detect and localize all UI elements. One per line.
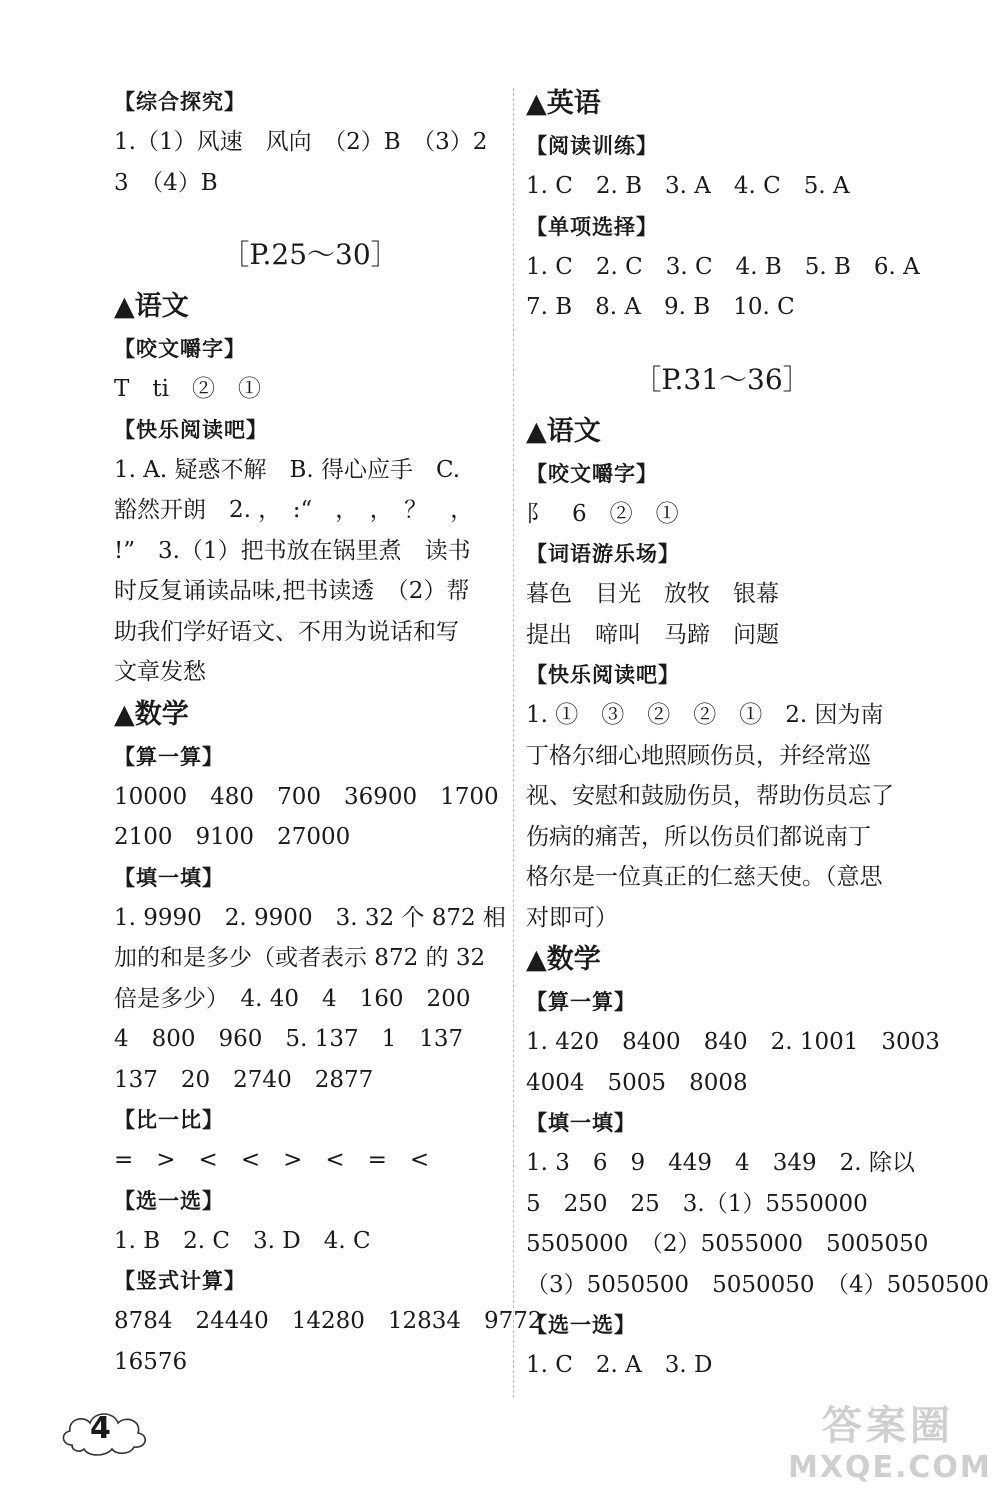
answer-line: = > < < > < = < — [114, 1147, 430, 1173]
section-heading: 【竖式计算】 — [114, 1269, 246, 1293]
answer-line: 1. 420 8400 840 2. 1001 3003 — [526, 1029, 940, 1055]
answer-line: 丁格尔细心地照顾伤员，并经常巡 — [526, 742, 871, 769]
answer-line: 视、安慰和鼓励伤员，帮助伤员忘了 — [526, 783, 894, 809]
section-heading: 【咬文嚼字】 — [526, 461, 658, 486]
answer-line: 加的和是多少（或者表示 872 的 32 — [114, 945, 486, 971]
answer-line: 4004 5005 8008 — [526, 1069, 748, 1096]
section-heading: 【快乐阅读吧】 — [114, 417, 268, 442]
section-heading: 【综合探究】 — [114, 90, 246, 114]
answer-line: 1. C 2. B 3. A 4. C 5. A — [526, 173, 850, 199]
answer-line: 文章发愁 — [114, 659, 206, 685]
page-range-heading: ［P.31～36］ — [633, 362, 811, 396]
section-heading: 【快乐阅读吧】 — [526, 663, 680, 687]
answer-line: 16576 — [114, 1348, 188, 1375]
right-column — [526, 82, 990, 1386]
answer-line: 1. A. 疑惑不解 B. 得心应手 C. — [114, 456, 461, 483]
subject-heading: ▲数学 — [114, 698, 189, 730]
answer-line: 阝 6 ② ① — [526, 500, 679, 527]
section-heading: 【选一选】 — [114, 1188, 224, 1213]
answer-line: 1. ① ③ ② ② ① 2. 因为南 — [526, 702, 884, 728]
left-column — [114, 82, 543, 1382]
answer-line: 7. B 8. A 9. B 10. C — [526, 294, 795, 320]
section-heading: 【单项选择】 — [526, 214, 658, 239]
page-number — [58, 1405, 150, 1461]
answer-line: 8784 24440 14280 12834 9772 — [114, 1308, 543, 1334]
answer-line: 137 20 2740 2877 — [114, 1066, 374, 1093]
column-divider — [513, 88, 514, 1398]
watermark — [788, 1401, 992, 1491]
answer-line: 1. B 2. C 3. D 4. C — [114, 1227, 371, 1254]
answer-line: 1. 3 6 9 449 4 349 2. 除以 — [526, 1150, 915, 1176]
answer-line: 1. C 2. C 3. C 4. B 5. B 6. A — [526, 253, 920, 280]
answer-line: 暮色 目光 放牧 银幕 — [526, 581, 779, 607]
answer-line: 豁然开朗 2. ， :“ ， ， ？ ， — [114, 497, 474, 523]
answer-line: !” 3.（1）把书放在锅里煮 读书 — [114, 537, 471, 564]
answer-line: 格尔是一位真正的仁慈天使。（意思 — [526, 864, 883, 890]
answer-line: 2100 9100 27000 — [114, 824, 351, 850]
section-heading: 【词语游乐场】 — [526, 542, 680, 566]
answer-line: 10000 480 700 36900 1700 — [114, 783, 499, 810]
section-heading: 【算一算】 — [114, 744, 224, 769]
section-heading: 【阅读训练】 — [526, 134, 658, 158]
answer-line: 提出 啼叫 马蹄 问题 — [526, 621, 779, 648]
watermark-line2: MXQE.COM — [788, 1450, 992, 1485]
answer-line: 4 800 960 5. 137 1 137 — [114, 1026, 464, 1052]
answer-line: 5505000 （2）5055000 5005050 — [526, 1231, 929, 1257]
answer-line: T ti ② ① — [114, 376, 261, 402]
answer-line: 伤病的痛苦，所以伤员们都说南丁 — [526, 823, 871, 850]
section-heading: 【选一选】 — [526, 1313, 636, 1337]
answer-line: 3 （4）B — [114, 169, 218, 196]
answer-line: 1. C 2. A 3. D — [526, 1352, 713, 1378]
answer-line: 1. 9990 2. 9900 3. 32 个 872 相 — [114, 904, 506, 931]
answer-line: 5 250 25 3.（1）5550000 — [526, 1190, 868, 1217]
subject-heading: ▲语文 — [526, 415, 601, 447]
answer-line: 1.（1）风速 风向 （2）B （3）2 — [114, 129, 488, 155]
subject-heading: ▲数学 — [526, 944, 601, 975]
page-range-heading: ［P.25～30］ — [221, 238, 399, 271]
subject-heading: ▲英语 — [526, 88, 601, 119]
section-heading: 【填一填】 — [114, 865, 224, 890]
subject-heading: ▲语文 — [114, 291, 189, 322]
watermark-line1: 答案圈 — [822, 1403, 954, 1449]
answer-line: 时反复诵读品味,把书读透 （2）帮 — [114, 578, 470, 604]
answer-line: （3）5050500 5050050 （4）5050500 — [526, 1271, 990, 1298]
section-heading: 【比一比】 — [114, 1108, 224, 1132]
answer-line: 对即可） — [526, 904, 618, 931]
section-heading: 【咬文嚼字】 — [114, 337, 246, 361]
section-heading: 【算一算】 — [526, 990, 636, 1014]
section-heading: 【填一填】 — [526, 1111, 636, 1135]
answer-line: 倍是多少） 4. 40 4 160 200 — [114, 985, 471, 1012]
answer-line: 助我们学好语文、不用为说话和写 — [114, 618, 459, 645]
page-number-text: 4 — [90, 1411, 111, 1446]
